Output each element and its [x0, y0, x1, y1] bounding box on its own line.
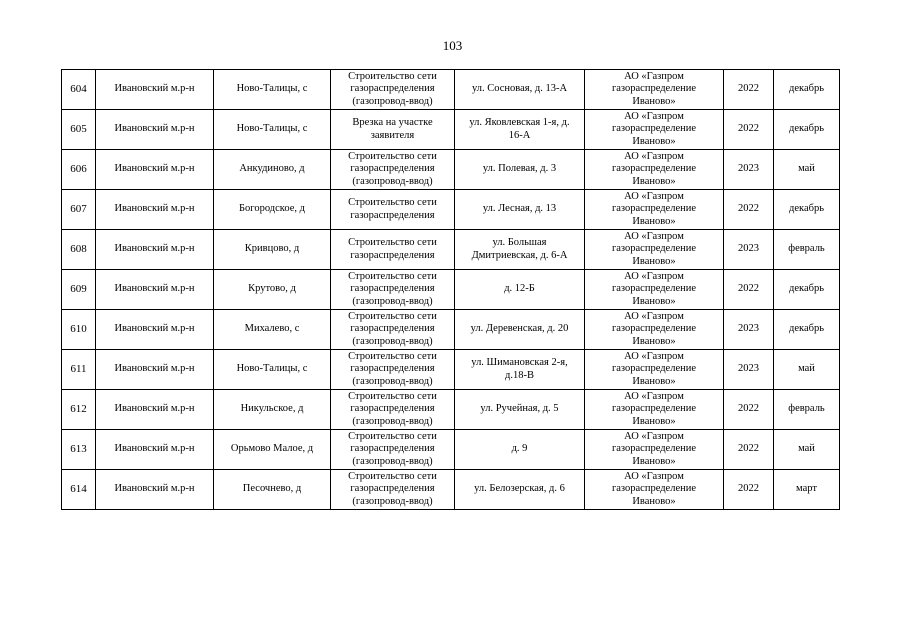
- organization-cell: [585, 390, 724, 430]
- row-number-cell: 612: [62, 390, 96, 430]
- cell-line: заявителя: [370, 129, 415, 141]
- cell-line: газораспределение: [611, 363, 697, 375]
- year-cell: 2022: [724, 390, 774, 430]
- row-number-cell: 610: [62, 310, 96, 350]
- cell-line: АО «Газпром: [624, 110, 684, 122]
- cell-line: газораспределения: [350, 403, 435, 415]
- month-cell: декабрь: [774, 110, 840, 150]
- locality-cell: Песочнево, д: [214, 470, 331, 510]
- cell-line: (газопровод-ввод): [352, 375, 433, 387]
- cell-line: газораспределение: [611, 123, 697, 135]
- cell-line: газораспределение: [611, 203, 697, 215]
- year-cell: 2023: [724, 310, 774, 350]
- cell-line: Иваново»: [632, 95, 676, 107]
- cell-line: Строительство сети: [348, 470, 437, 482]
- cell-line: Строительство сети: [348, 430, 437, 442]
- organization-cell: [585, 310, 724, 350]
- cell-line: газораспределения: [350, 249, 435, 261]
- organization-cell: [585, 430, 724, 470]
- cell-line: АО «Газпром: [624, 310, 684, 322]
- district-cell: Ивановский м.р-н: [96, 390, 214, 430]
- year-cell: 2023: [724, 230, 774, 270]
- cell-line: Иваново»: [632, 495, 676, 507]
- cell-line: Строительство сети: [348, 70, 437, 82]
- cell-line: АО «Газпром: [624, 430, 684, 442]
- work-type-cell: [331, 350, 455, 390]
- month-cell: декабрь: [774, 70, 840, 110]
- cell-line: газораспределения: [350, 163, 435, 175]
- organization-cell: [585, 150, 724, 190]
- organization-cell: [585, 110, 724, 150]
- cell-line: ул. Белозерская, д. 6: [474, 483, 565, 495]
- address-cell: [455, 270, 585, 310]
- locality-cell: Крутово, д: [214, 270, 331, 310]
- cell-line: АО «Газпром: [624, 190, 684, 202]
- work-type-cell: [331, 310, 455, 350]
- row-number-cell: 609: [62, 270, 96, 310]
- district-cell: Ивановский м.р-н: [96, 310, 214, 350]
- month-cell: февраль: [774, 230, 840, 270]
- address-cell: [455, 230, 585, 270]
- cell-line: д.18-В: [505, 369, 534, 381]
- cell-line: (газопровод-ввод): [352, 415, 433, 427]
- district-cell: Ивановский м.р-н: [96, 430, 214, 470]
- year-cell: 2023: [724, 350, 774, 390]
- cell-line: Иваново»: [632, 375, 676, 387]
- cell-line: АО «Газпром: [624, 150, 684, 162]
- cell-line: Строительство сети: [348, 150, 437, 162]
- district-cell: Ивановский м.р-н: [96, 150, 214, 190]
- row-number-cell: 606: [62, 150, 96, 190]
- table-row: [62, 230, 840, 270]
- cell-line: (газопровод-ввод): [352, 455, 433, 467]
- cell-line: Врезка на участке: [352, 117, 433, 128]
- row-number-cell: 611: [62, 350, 96, 390]
- address-cell: [455, 150, 585, 190]
- district-cell: Ивановский м.р-н: [96, 470, 214, 510]
- district-cell: Ивановский м.р-н: [96, 270, 214, 310]
- row-number-cell: 613: [62, 430, 96, 470]
- district-cell: Ивановский м.р-н: [96, 350, 214, 390]
- cell-line: Иваново»: [632, 455, 676, 467]
- address-cell: [455, 110, 585, 150]
- work-type-cell: [331, 150, 455, 190]
- table-row: [62, 70, 840, 110]
- organization-cell: [585, 70, 724, 110]
- address-cell: [455, 350, 585, 390]
- work-type-cell: [331, 110, 455, 150]
- table-row: [62, 110, 840, 150]
- cell-line: газораспределение: [611, 483, 697, 495]
- cell-line: (газопровод-ввод): [352, 495, 433, 507]
- work-type-cell: [331, 470, 455, 510]
- table-row: [62, 390, 840, 430]
- cell-line: АО «Газпром: [624, 70, 684, 82]
- cell-line: Иваново»: [632, 175, 676, 187]
- locality-cell: Ново-Талицы, с: [214, 110, 331, 150]
- address-cell: [455, 190, 585, 230]
- cell-line: Строительство сети: [348, 237, 437, 248]
- cell-line: (газопровод-ввод): [352, 295, 433, 307]
- year-cell: 2022: [724, 470, 774, 510]
- district-cell: Ивановский м.р-н: [96, 230, 214, 270]
- year-cell: 2023: [724, 150, 774, 190]
- cell-line: Строительство сети: [348, 270, 437, 282]
- cell-line: ул. Деревенская, д. 20: [470, 323, 569, 335]
- locality-cell: Ново-Талицы, с: [214, 70, 331, 110]
- work-type-cell: [331, 430, 455, 470]
- locality-cell: Никульское, д: [214, 390, 331, 430]
- cell-line: газораспределения: [350, 323, 435, 335]
- cell-line: (газопровод-ввод): [352, 95, 433, 107]
- cell-line: Дмитриевская, д. 6-А: [471, 249, 568, 261]
- cell-line: ул. Полевая, д. 3: [482, 163, 557, 175]
- locality-cell: Михалево, с: [214, 310, 331, 350]
- gas-works-table: [61, 69, 840, 510]
- address-cell: [455, 390, 585, 430]
- cell-line: (газопровод-ввод): [352, 175, 433, 187]
- cell-line: газораспределение: [611, 283, 697, 295]
- address-cell: [455, 430, 585, 470]
- address-cell: [455, 310, 585, 350]
- district-cell: Ивановский м.р-н: [96, 110, 214, 150]
- cell-line: газораспределения: [350, 209, 435, 221]
- work-type-cell: [331, 390, 455, 430]
- cell-line: газораспределение: [611, 403, 697, 415]
- cell-line: газораспределение: [611, 163, 697, 175]
- cell-line: газораспределения: [350, 83, 435, 95]
- cell-line: Строительство сети: [348, 197, 437, 208]
- cell-line: АО «Газпром: [624, 270, 684, 282]
- month-cell: декабрь: [774, 190, 840, 230]
- address-cell: [455, 470, 585, 510]
- cell-line: Иваново»: [632, 335, 676, 347]
- year-cell: 2022: [724, 270, 774, 310]
- organization-cell: [585, 230, 724, 270]
- work-type-cell: [331, 230, 455, 270]
- row-number-cell: 605: [62, 110, 96, 150]
- table-row: [62, 310, 840, 350]
- organization-cell: [585, 470, 724, 510]
- row-number-cell: 604: [62, 70, 96, 110]
- row-number-cell: 608: [62, 230, 96, 270]
- month-cell: февраль: [774, 390, 840, 430]
- cell-line: газораспределение: [611, 323, 697, 335]
- row-number-cell: 607: [62, 190, 96, 230]
- organization-cell: [585, 350, 724, 390]
- cell-line: ул. Сосновая, д. 13-А: [471, 83, 568, 95]
- cell-line: Иваново»: [632, 215, 676, 227]
- cell-line: д. 9: [511, 443, 528, 455]
- month-cell: май: [774, 350, 840, 390]
- organization-cell: [585, 270, 724, 310]
- locality-cell: Анкудиново, д: [214, 150, 331, 190]
- table-body: [62, 70, 840, 510]
- cell-line: Иваново»: [632, 255, 676, 267]
- cell-line: д. 12-Б: [504, 283, 535, 295]
- month-cell: декабрь: [774, 310, 840, 350]
- year-cell: 2022: [724, 430, 774, 470]
- cell-line: АО «Газпром: [624, 230, 684, 242]
- cell-line: газораспределение: [611, 83, 697, 95]
- table-row: [62, 270, 840, 310]
- locality-cell: Ново-Талицы, с: [214, 350, 331, 390]
- cell-line: Иваново»: [632, 295, 676, 307]
- cell-line: 16-А: [508, 129, 531, 141]
- work-type-cell: [331, 270, 455, 310]
- row-number-cell: 614: [62, 470, 96, 510]
- table-row: [62, 470, 840, 510]
- cell-line: газораспределения: [350, 483, 435, 495]
- cell-line: Иваново»: [632, 415, 676, 427]
- page-number: 103: [442, 38, 463, 53]
- cell-line: газораспределения: [350, 443, 435, 455]
- cell-line: Строительство сети: [348, 310, 437, 322]
- cell-line: Строительство сети: [348, 390, 437, 402]
- month-cell: март: [774, 470, 840, 510]
- cell-line: газораспределения: [350, 363, 435, 375]
- cell-line: газораспределение: [611, 443, 697, 455]
- month-cell: май: [774, 150, 840, 190]
- work-type-cell: [331, 190, 455, 230]
- cell-line: ул. Лесная, д. 13: [482, 203, 557, 215]
- cell-line: Строительство сети: [348, 350, 437, 362]
- cell-line: ул. Шимановская 2-я,: [471, 357, 568, 368]
- cell-line: АО «Газпром: [624, 350, 684, 362]
- cell-line: АО «Газпром: [624, 470, 684, 482]
- address-cell: [455, 70, 585, 110]
- locality-cell: Богородское, д: [214, 190, 331, 230]
- work-type-cell: [331, 70, 455, 110]
- locality-cell: Кривцово, д: [214, 230, 331, 270]
- cell-line: Иваново»: [632, 135, 676, 147]
- cell-line: газораспределения: [350, 283, 435, 295]
- table-row: [62, 350, 840, 390]
- year-cell: 2022: [724, 70, 774, 110]
- locality-cell: Орьмово Малое, д: [214, 430, 331, 470]
- cell-line: АО «Газпром: [624, 390, 684, 402]
- district-cell: Ивановский м.р-н: [96, 70, 214, 110]
- cell-line: ул. Яковлевская 1-я, д.: [469, 117, 570, 128]
- year-cell: 2022: [724, 190, 774, 230]
- month-cell: май: [774, 430, 840, 470]
- year-cell: 2022: [724, 110, 774, 150]
- district-cell: Ивановский м.р-н: [96, 190, 214, 230]
- month-cell: декабрь: [774, 270, 840, 310]
- table-row: [62, 430, 840, 470]
- cell-line: ул. Большая: [492, 237, 547, 248]
- table-row: [62, 190, 840, 230]
- organization-cell: [585, 190, 724, 230]
- table-row: [62, 150, 840, 190]
- cell-line: ул. Ручейная, д. 5: [480, 403, 559, 415]
- cell-line: газораспределение: [611, 243, 697, 255]
- cell-line: (газопровод-ввод): [352, 335, 433, 347]
